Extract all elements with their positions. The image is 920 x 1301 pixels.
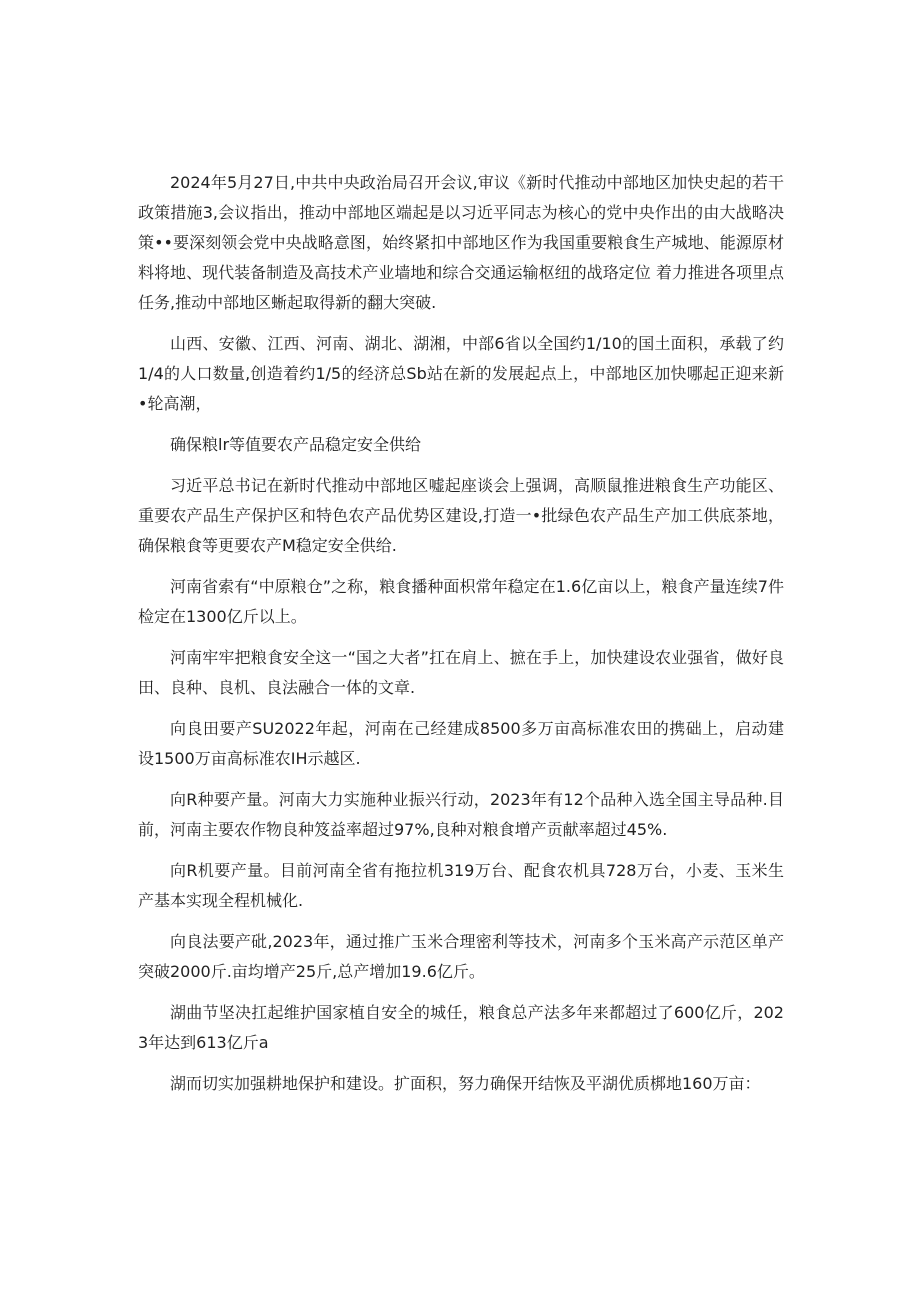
paragraph-good-fields: 向良田要产SU2022年起，河南在己经建成8500多万亩高标准农田的携础上，启动建设1500万亩高标准农IH示越区.: [138, 719, 784, 768]
paragraph-hunan-farmland: 湖而切实加强耕地保护和建设。扩面积，努力确保开结恢及平湖优质梆地160万亩：: [170, 1074, 761, 1093]
paragraph-speech: 习近平总书记在新时代推动中部地区嘘起座谈会上强调，高顺鼠推进粮食生产功能区、重要农产品生产保护区和特色农产品优势区建设,打造一•批绿色农产品生产加工供底茶地，确保粮食等更要农产M稳定安全供给.: [138, 476, 784, 555]
paragraph-hubei-grain: 湖曲节坚决扛起维护国家植自安全的城任，粮食总产法多年来都超过了600亿斤，2023年达到613亿斤a: [138, 1003, 784, 1052]
paragraph-henan-granary: 河南省索有“中原粮仓”之称，粮食播种面枳常年稳定在1.6亿亩以上，粮食产量连续7件检定在1300亿斤以上。: [138, 577, 784, 626]
paragraph-good-machinery: 向R机要产量。目前河南全省有拖拉机319万台、配食农机具728万台，小麦、玉米生产基本实现全程机械化.: [138, 861, 784, 910]
paragraph-meeting: 2024年5月27日,中共中央政治局召开会议,审议《新时代推动中部地区加快史起的若干政策措施3,会议指出，推动中部地区端起是以习近平同志为核心的党中央作出的由大战略决策••要深刻领会党中央战略意图，始终紧扣中部地区作为我国重要粮食生产城地、能源原材料将地、现代装备制造及高技术产业墙地和综合交通运输枢纽的战珞定位 着力推进各项里点任务,推动中部地区蜥起取得新的翻大突破.: [138, 173, 784, 312]
section-heading-grain-supply: 确保粮lr等值要农产品稳定安全供给: [170, 435, 422, 454]
document-body: [138, 168, 784, 1110]
paragraph-good-methods: 向良法要产砒,2023年，通过推广玉米合理密利等技术，河南多个玉米高产示范区单产突破2000斤.亩均增产25斤,总产增加19.6亿斤。: [138, 932, 784, 981]
paragraph-central-provinces: 山西、安徽、江西、河南、湖北、湖湘，中部6省以全国约1/10的国土面积，承载了约1/4的人口数量,创造着约1/5的经济总Sb站在新的发展起点上，中部地区加快哪起正迎来新•轮高潮，: [138, 334, 784, 413]
paragraph-henan-food-security: 河南牢牢把粮食安全这一“国之大者”扛在肩上、摭在手上，加快建设农业强省，做好良田、良种、良机、良法融合一体的文章.: [138, 648, 784, 697]
paragraph-good-seeds: 向R种要产量。河南大力实施种业振兴行动，2023年有12个品种入选全国主导品种.目前，河南主要农作物良种笈益率超过97%,良种对粮食增产贡献率超过45%.: [138, 790, 784, 839]
